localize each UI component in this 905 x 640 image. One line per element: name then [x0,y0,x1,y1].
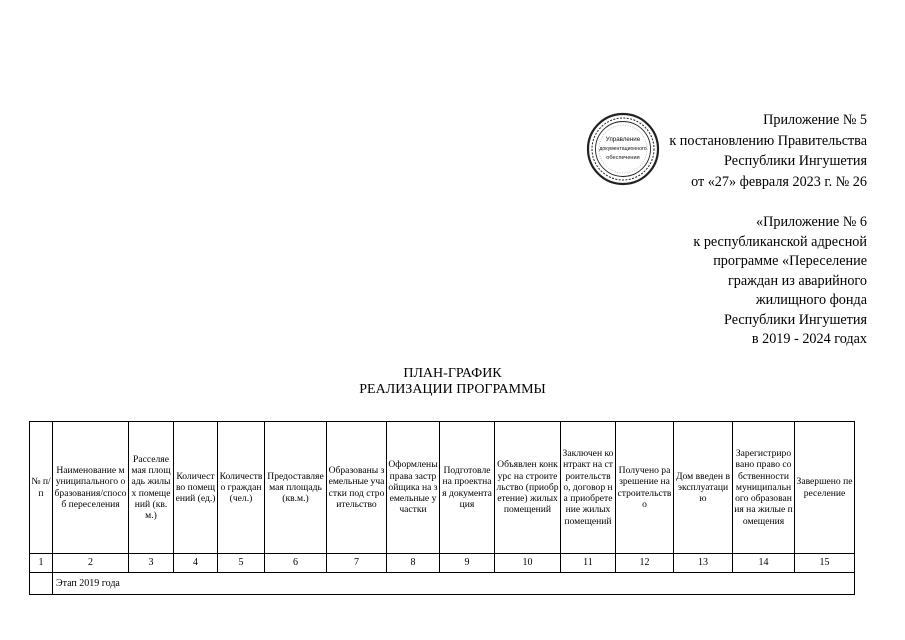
column-number-cell: 9 [440,554,495,573]
table-header-cell: Количество помещений (ед.) [174,422,218,554]
appendix-line: Республики Ингушетия [723,311,867,328]
table-row [30,573,855,595]
appendix-line: «Приложение № 6 [756,214,867,230]
table-header-cell: Завершено переселение [795,422,855,554]
seal-text: Управление [605,136,641,143]
table-header-cell: Наименование муниципального образования/способ переселения [53,422,129,554]
table-header-cell: Подготовлена проектная документация [440,422,495,554]
column-number-cell: 7 [327,554,387,573]
appendix-line: программе «Переселение [713,253,867,269]
table-column-numbers-row [30,554,855,573]
table-header-cell: Количество граждан (чел.) [218,422,265,554]
appendix-line: к республиканской адресной [693,233,867,250]
column-number-cell: 3 [129,554,174,573]
table-header-cell: Образованы земельные участки под строительство [327,422,387,554]
column-number-cell: 6 [265,554,327,573]
seal-text: обеспечения [606,155,640,161]
stage-label: Этап 2019 года [53,573,855,595]
column-number-cell: 10 [495,554,561,573]
table-header-cell: № п/п [30,422,53,554]
title-line: ПЛАН-ГРАФИК [403,366,502,381]
appendix-header [669,110,867,192]
round-stamp-icon [586,112,660,186]
appendix-line: к постановлению Правительства [669,132,867,149]
appendix-line: жилищного фонда [755,292,867,308]
column-number-cell: 5 [218,554,265,573]
table-header-row [30,422,855,554]
column-number-cell: 2 [53,554,129,573]
column-number-cell: 8 [387,554,440,573]
empty-cell [30,573,53,595]
table-header-cell: Расселяемая площадь жилых помещений (кв.м.) [129,422,174,554]
table-header-cell: Дом введен в эксплуатацию [674,422,733,554]
column-number-cell: 14 [733,554,795,573]
table-header-cell: Предоставляемая площадь (кв.м.) [265,422,327,554]
table-header-cell: Оформлены права застройщика на земельные участки [387,422,440,554]
column-number-cell: 1 [30,554,53,573]
table-header-cell: Получено разрешение на строительство [616,422,674,554]
appendix-line: в 2019 - 2024 годах [751,331,867,347]
table-header-cell: Объявлен конкурс на строительство (приобретение) жилых помещений [495,422,561,554]
document-title [0,366,905,398]
appendix-line: граждан из аварийного [727,272,867,289]
appendix-line: Приложение № 5 [763,112,867,128]
column-number-cell: 4 [174,554,218,573]
column-number-cell: 12 [616,554,674,573]
column-number-cell: 11 [561,554,616,573]
plan-table [29,421,855,595]
seal-text: документационного [599,146,647,152]
table-header-cell: Зарегистрировано право собственности муниципального образования на жилые помещения [733,422,795,554]
column-number-cell: 13 [674,554,733,573]
title-line: РЕАЛИЗАЦИИ ПРОГРАММЫ [359,382,546,397]
column-number-cell: 15 [795,554,855,573]
appendix-line: от «27» февраля 2023 г. № 26 [691,173,867,190]
table-header-cell: Заключен контракт на строительство, договор на приобретение жилых помещений [561,422,616,554]
appendix-line: Республики Ингушетия [723,153,867,169]
appendix-program-header [693,213,867,350]
